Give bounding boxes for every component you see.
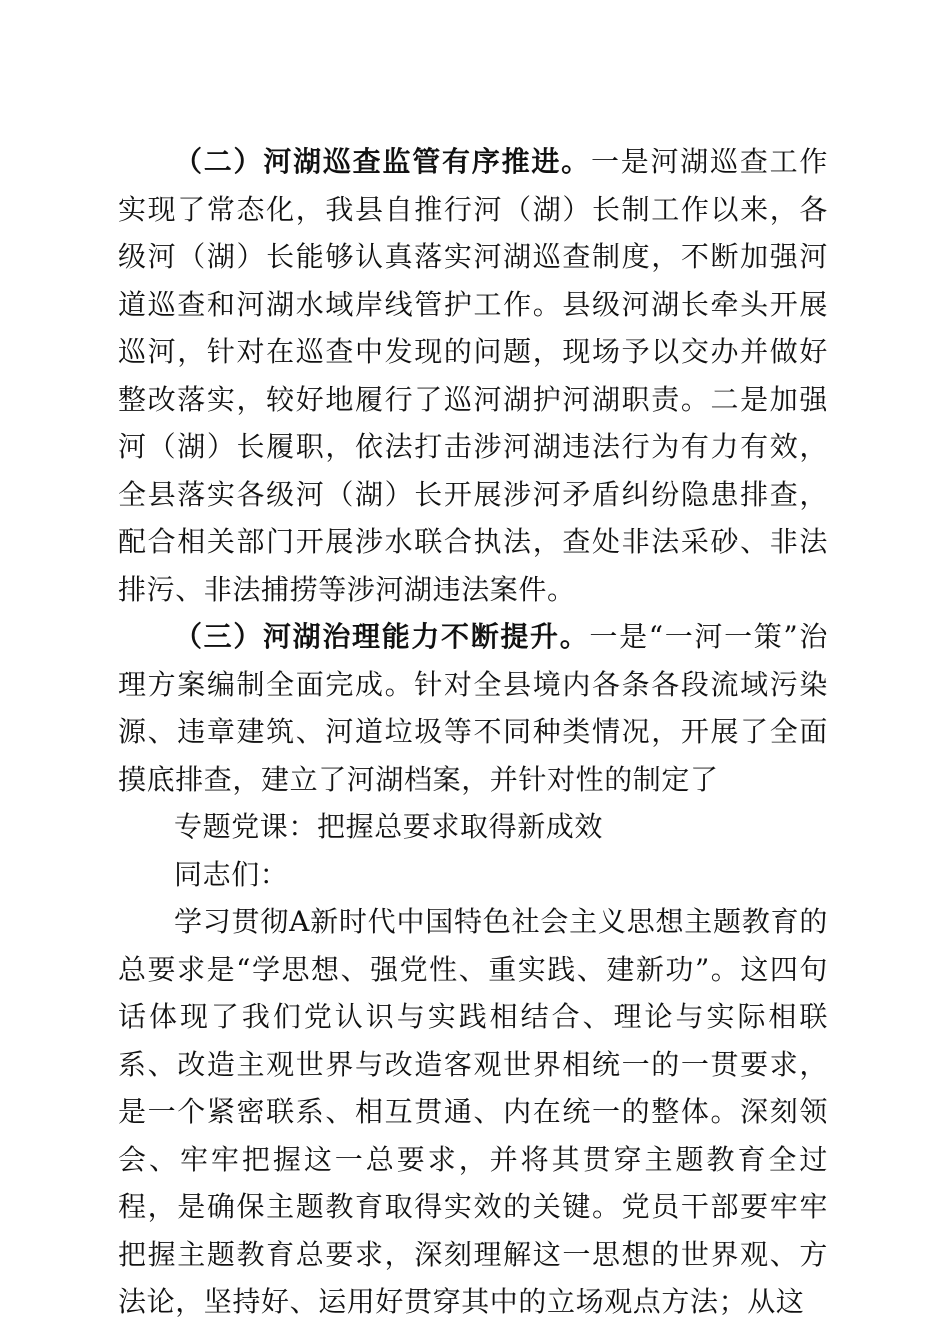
lecture-paragraph: 学习贯彻A新时代中国特色社会主义思想主题教育的总要求是“学思想、强党性、重实践、建新功”。这四句话体现了我们党认识与实践相结合、理论与实际相联系、改造主观世界与改造客观世界相统一的一贯要求，是一个紧密联系、相互贯通、内在统一的整体。深刻领会、牢牢把握这一总要求，并将其贯穿主题教育全过程，是确保主题教育取得实效的关键。党员干部要牢牢把握主题教育总要求，深刻理解这一思想的世界观、方法论，坚持好、运用好贯穿其中的立场观点方法；从这 xyxy=(118,905,828,1318)
lecture-title: 专题党课：把握总要求取得新成效 xyxy=(174,810,604,843)
document-body xyxy=(118,138,828,1326)
section-3-heading: （三）河湖治理能力不断提升。 xyxy=(174,620,590,653)
section-2-text: 一是河湖巡查工作实现了常态化，我县自推行河（湖）长制工作以来，各级河（湖）长能够认真落实河湖巡查制度，不断加强河道巡查和河湖水域岸线管护工作。县级河湖长牵头开展巡河，针对在巡查中发现的问题，现场予以交办并做好整改落实，较好地履行了巡河湖护河湖职责。二是加强河（湖）长履职，依法打击涉河湖违法行为有力有效，全县落实各级河（湖）长开展涉河矛盾纠纷隐患排查，配合相关部门开展涉水联合执法，查处非法采砂、非法排污、非法捕捞等涉河湖违法案件。 xyxy=(118,145,828,606)
paragraph-section-3 xyxy=(118,613,828,803)
paragraph-section-2 xyxy=(118,138,828,613)
salutation: 同志们： xyxy=(174,857,289,891)
section-2-heading: （二）河湖巡查监管有序推进。 xyxy=(174,145,591,178)
section-3-text: 一是“一河一策”治理方案编制全面完成。针对全县境内各条各段流域污染源、违章建筑、河道垃圾等不同种类情况，开展了全面摸底排查，建立了河湖档案，并针对性的制定了 xyxy=(118,620,829,796)
